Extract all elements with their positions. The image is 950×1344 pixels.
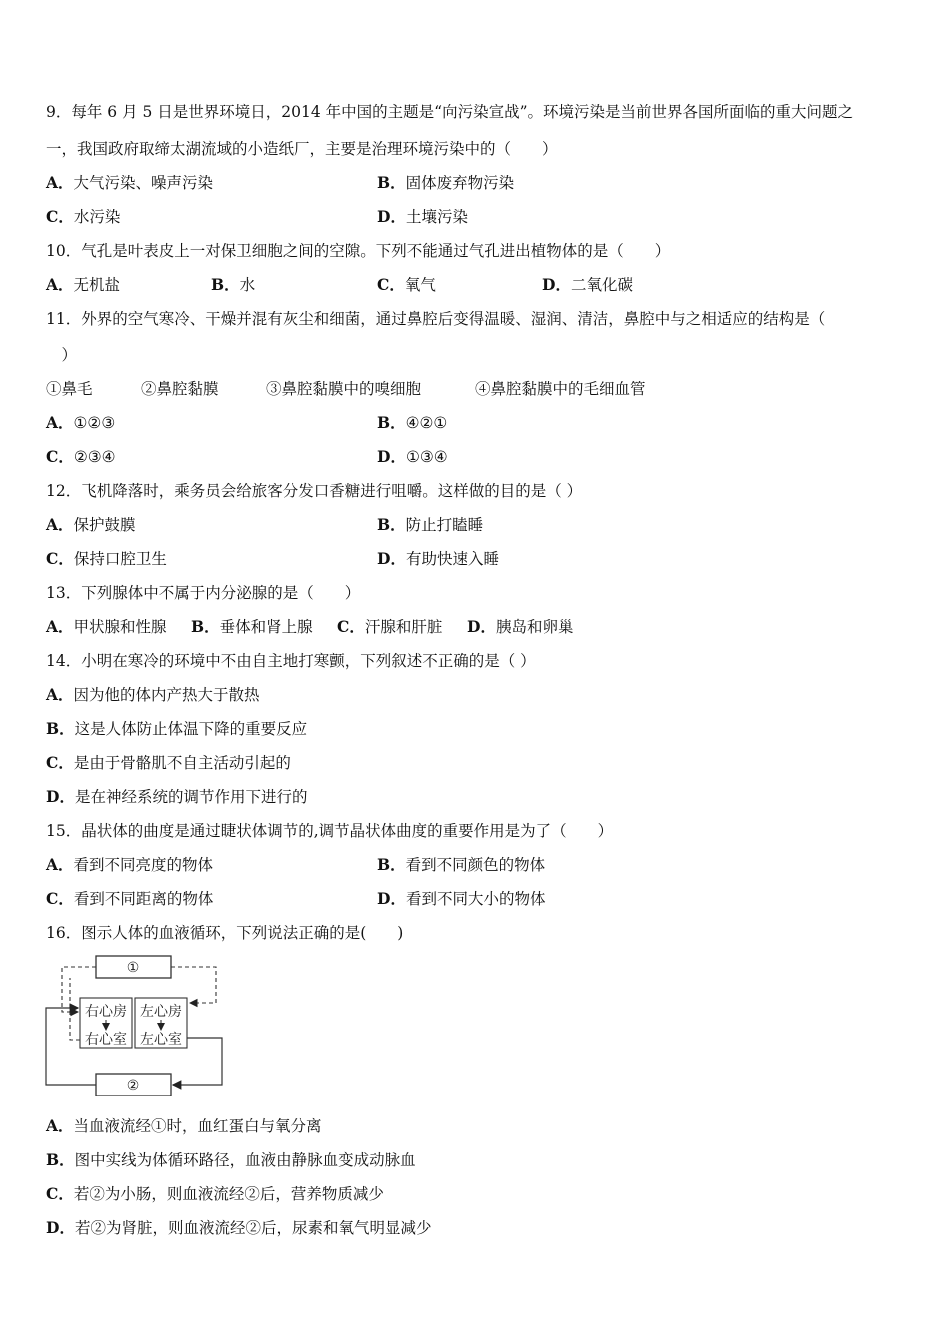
- question-13-option-c: C．汗腺和肝脏: [337, 617, 443, 636]
- question-16-stem: 16．图示人体的血液循环，下列说法正确的是( ): [46, 924, 404, 942]
- question-11-option-b: B．④②①: [377, 413, 448, 432]
- blood-circulation-diagram: [40, 948, 240, 1096]
- question-15-option-b: B．看到不同颜色的物体: [377, 855, 546, 874]
- question-15-option-a: A．看到不同亮度的物体: [46, 855, 214, 874]
- question-14-option-b: B．这是人体防止体温下降的重要反应: [46, 719, 308, 738]
- question-14-option-c: C．是由于骨骼肌不自主活动引起的: [46, 753, 291, 772]
- question-10-option-b: B．水: [211, 275, 256, 294]
- question-12-stem: 12．飞机降落时，乘务员会给旅客分发口香糖进行咀嚼。这样做的目的是（ ）: [46, 482, 583, 500]
- question-9-stem-line2: 一，我国政府取缔太湖流域的小造纸厂，主要是治理环境污染中的（ ）: [46, 140, 558, 158]
- question-11-item-1: ①鼻毛: [46, 380, 93, 398]
- question-10-stem: 10．气孔是叶表皮上一对保卫细胞之间的空隙。下列不能通过气孔进出植物体的是（ ）: [46, 242, 671, 260]
- question-11-option-d: D．①③④: [377, 447, 448, 466]
- question-9-option-c: C．水污染: [46, 207, 121, 226]
- question-13-stem: 13．下列腺体中不属于内分泌腺的是（ ）: [46, 584, 361, 602]
- question-15-option-d: D．看到不同大小的物体: [377, 889, 546, 908]
- question-12-option-d: D．有助快速入睡: [377, 549, 499, 568]
- question-11-item-3: ③鼻腔黏膜中的嗅细胞: [266, 380, 422, 398]
- diagram-label-2: ②: [126, 1078, 140, 1094]
- question-11-stem-line1: 11．外界的空气寒冷、干燥并混有灰尘和细菌，通过鼻腔后变得温暖、湿润、清洁，鼻腔中与之相适应的结构是（: [46, 310, 826, 328]
- diagram-right-ventricle: 右心室: [85, 1032, 127, 1048]
- question-11-item-4: ④鼻腔黏膜中的毛细血管: [475, 380, 646, 398]
- question-12-option-b: B．防止打瞌睡: [377, 515, 484, 534]
- diagram-label-1: ①: [126, 960, 140, 976]
- question-16-option-b: B．图中实线为体循环路径，血液由静脉血变成动脉血: [46, 1150, 416, 1169]
- question-15-option-c: C．看到不同距离的物体: [46, 889, 214, 908]
- question-16-option-d: D．若②为肾脏，则血液流经②后，尿素和氧气明显减少: [46, 1218, 432, 1237]
- diagram-left-atrium: 左心房: [140, 1004, 182, 1020]
- question-10-option-c: C．氧气: [377, 275, 436, 294]
- question-16-option-a: A．当血液流经①时，血红蛋白与氧分离: [46, 1116, 322, 1135]
- question-11-option-a: A．①②③: [46, 413, 116, 432]
- question-9-option-b: B．固体废弃物污染: [377, 173, 515, 192]
- question-13-option-d: D．胰岛和卵巢: [467, 617, 574, 636]
- question-10-option-a: A．无机盐: [46, 275, 121, 294]
- question-15-stem: 15．晶状体的曲度是通过睫状体调节的,调节晶状体曲度的重要作用是为了（ ）: [46, 822, 614, 840]
- diagram-right-atrium: 右心房: [85, 1004, 127, 1020]
- question-11-option-c: C．②③④: [46, 447, 116, 466]
- question-9-stem-line1: 9．每年 6 月 5 日是世界环境日，2014 年中国的主题是“向污染宣战”。环境污染是当前世界各国所面临的重大问题之: [46, 103, 854, 121]
- question-9-option-a: A．大气污染、噪声污染: [46, 173, 214, 192]
- question-14-option-d: D．是在神经系统的调节作用下进行的: [46, 787, 308, 806]
- question-16-option-c: C．若②为小肠，则血液流经②后，营养物质减少: [46, 1184, 384, 1203]
- diagram-left-ventricle: 左心室: [140, 1032, 182, 1048]
- question-12-option-a: A．保护鼓膜: [46, 515, 136, 534]
- question-10-option-d: D．二氧化碳: [542, 275, 633, 294]
- question-11-item-2: ②鼻腔黏膜: [141, 380, 219, 398]
- question-14-option-a: A．因为他的体内产热大于散热: [46, 685, 260, 704]
- question-13-option-a: A．甲状腺和性腺: [46, 617, 167, 636]
- question-14-stem: 14．小明在寒冷的环境中不由自主地打寒颤，下列叙述不正确的是（ ）: [46, 652, 536, 670]
- question-12-option-c: C．保持口腔卫生: [46, 549, 167, 568]
- question-9-option-d: D．土壤污染: [377, 207, 468, 226]
- question-11-stem-line2: ）: [46, 346, 78, 364]
- question-13-option-b: B．垂体和肾上腺: [191, 617, 313, 636]
